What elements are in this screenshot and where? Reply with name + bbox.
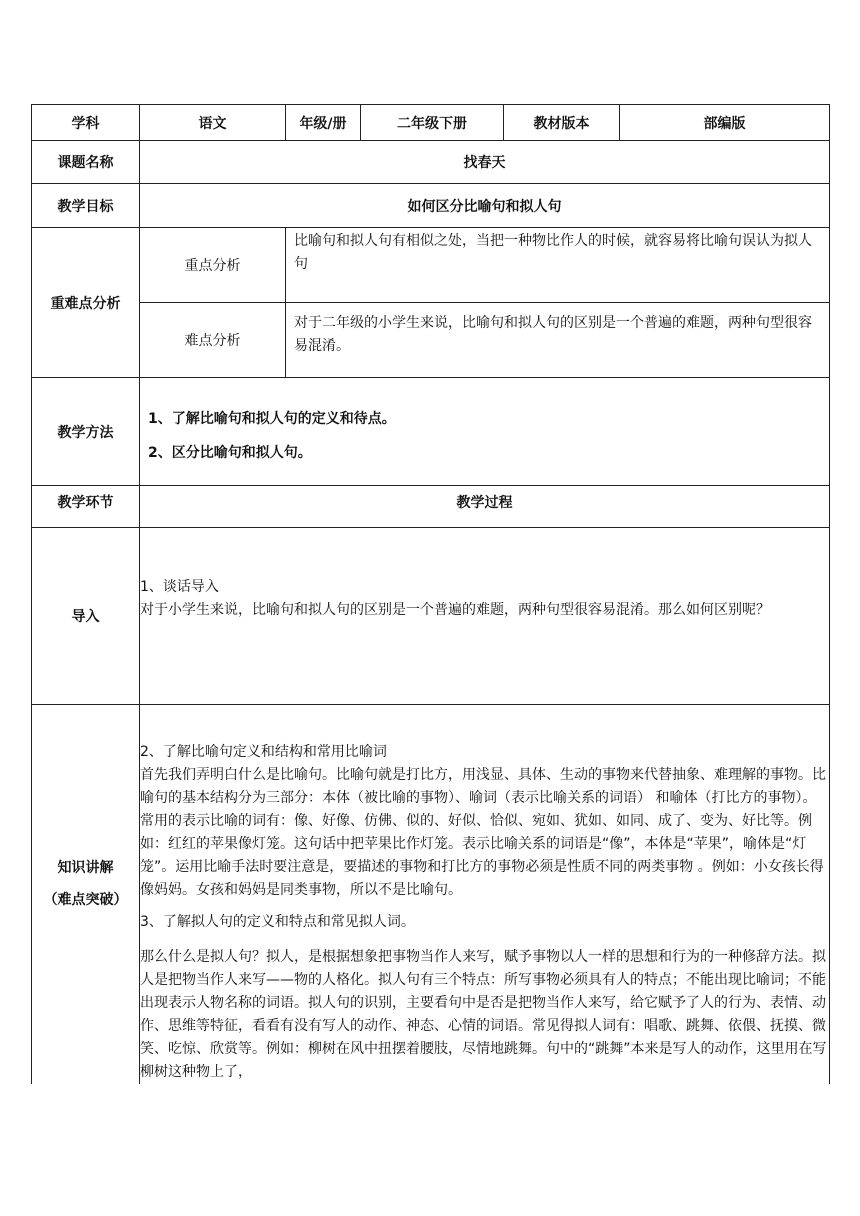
subject-value: 语文 <box>140 105 286 141</box>
analysis-label: 重难点分析 <box>32 228 140 378</box>
intro-row <box>32 528 830 705</box>
intro-label: 导入 <box>32 528 140 705</box>
method-item-1: 1、了解比喻句和拟人句的定义和待点。 <box>148 410 396 427</box>
lesson-plan-table <box>31 104 830 1084</box>
topic-value: 找春天 <box>140 141 830 184</box>
grade-value: 二年级下册 <box>361 105 504 141</box>
intro-heading: 1、谈话导入 <box>140 579 219 595</box>
knowledge-sublabel: （难点突破） <box>43 892 128 908</box>
process-label: 教学环节 <box>32 486 140 528</box>
intro-text: 对于小学生来说，比喻句和拟人句的区别是一个普遍的难题，两种句型很容易混淆。那么如何区别呢？ <box>140 602 770 618</box>
goal-label: 教学目标 <box>32 184 140 228</box>
edition-label: 教材版本 <box>504 105 620 141</box>
goal-value: 如何区分比喻句和拟人句 <box>140 184 830 228</box>
difficulty-label: 难点分析 <box>140 303 286 378</box>
knowledge-text-1: 首先我们弄明白什么是比喻句。比喻句就是打比方，用浅显、具体、生动的事物来代替抽象、难理解的事物。比喻句的基本结构分为三部分：本体（被比喻的事物）、喻词（表示比喻关系的词语） 和喻体（打比方的事物）。常用的表示比喻的词有：像、好像、仿佛、似的、好似、恰似、宛如、犹如、如同、成了、变为、好比等。例如：红红的苹果像灯笼。这句话中把苹果比作灯笼。表示比喻关系的词语是“像”，本体是“苹果”，喻体是“灯笼”。运用比喻手法时要注意是，要描述的事物和打比方的事物必须是性质不同的两类事物 。例如：小女孩长得像妈妈。女孩和妈妈是同类事物，所以不是比喻句。 <box>140 767 826 898</box>
knowledge-text-2: 那么什么是拟人句？拟人，是根据想象把事物当作人来写，赋予事物以人一样的思想和行为的一种修辞方法。拟人是把物当作人来写——物的人格化。拟人句有三个特点：所写事物必须具有人的特点；不能出现比喻词；不能出现表示人物名称的词语。拟人句的识别，主要看句中是否是把物当作人来写，给它赋予了人的行为、表情、动作、思维等特征，看看有没有写人的动作、神态、心情的词语。常见得拟人词有：唱歌、跳舞、依偎、抚摸、微笑、吃惊、欣赏等。例如：柳树在风中扭摆着腰肢，尽情地跳舞。句中的“跳舞”本来是写人的动作，这里用在写柳树这种物上了， <box>140 949 827 1080</box>
method-row <box>32 378 830 486</box>
edition-value: 部编版 <box>620 105 830 141</box>
goal-row <box>32 184 830 228</box>
difficulty-text: 对于二年级的小学生来说，比喻句和拟人句的区别是一个普遍的难题，两种句型很容易混淆。 <box>294 315 812 354</box>
knowledge-row <box>32 705 830 1085</box>
key-point-row <box>32 228 830 303</box>
key-point-text: 比喻句和拟人句有相似之处，当把一种物比作人的时候，就容易将比喻句误认为拟人句 <box>294 233 812 272</box>
difficulty-row <box>32 303 830 378</box>
key-point-label: 重点分析 <box>140 228 286 303</box>
grade-label: 年级/册 <box>286 105 361 141</box>
process-row <box>32 486 830 528</box>
subject-label: 学科 <box>32 105 140 141</box>
topic-label: 课题名称 <box>32 141 140 184</box>
knowledge-label: 知识讲解 <box>57 860 114 876</box>
method-item-2: 2、区分比喻句和拟人句。 <box>148 444 312 461</box>
process-value: 教学过程 <box>140 486 830 528</box>
header-row <box>32 105 830 141</box>
knowledge-heading-2: 3、了解拟人句的定义和特点和常见拟人词。 <box>140 914 415 930</box>
knowledge-heading-1: 2、了解比喻句定义和结构和常用比喻词 <box>140 744 387 760</box>
method-label: 教学方法 <box>32 378 140 486</box>
topic-row <box>32 141 830 184</box>
